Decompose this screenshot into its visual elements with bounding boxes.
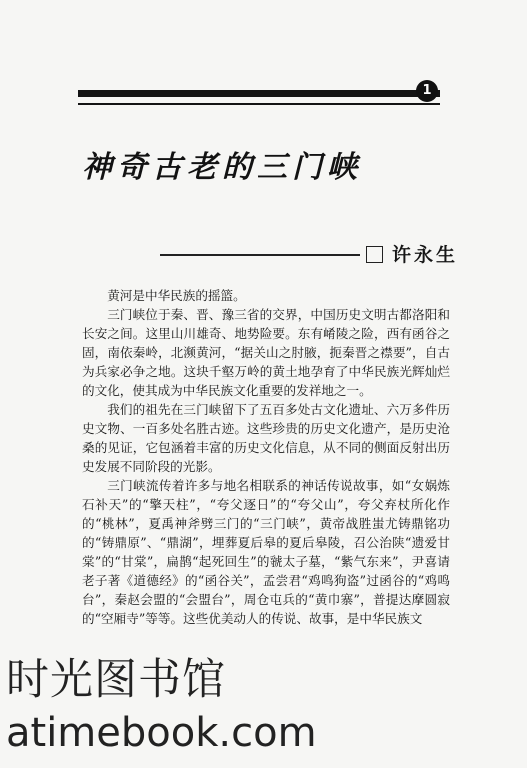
article-body — [82, 286, 450, 628]
paragraph: 我们的祖先在三门峡留下了五百多处古文化遗址、六万多件历史文物、一百多处名胜古迹。这些珍贵的历史文化遗产，是历史沧桑的见证，它包涵着丰富的历史文化信息，从不同的侧面反射出历史发展不同阶段的光影。 — [82, 402, 450, 474]
paragraph: 三门峡流传着许多与地名相联系的神话传说故事，如“女娲炼石补天”的“擎天柱”，“夸父逐日”的“夸父山”，夸父弃杖所化作的“桃林”，夏禹神斧劈三门的“三门峡”，黄帝战胜蚩尤铸鼎铭功的“铸鼎原”、“鼎湖”，埋葬夏后皋的夏后皋陵，召公治陕“遗爱甘棠”的“甘棠”，扁鹊“起死回生”的虢太子墓，“紫气东来”，尹喜请老子著《道德经》的“函谷关”，孟尝君“鸡鸣狗盗”过函谷的“鸡鸣台”，秦赵会盟的“会盟台”，周仓屯兵的“黄巾寨”，普提达摩圆寂的“空厢寺”等等。这些优美动人的传说、故事，是中华民族文 — [82, 478, 450, 626]
watermark-chinese: 时光图书馆 — [6, 655, 226, 705]
paragraph: 黄河是中华民族的摇篮。 — [107, 288, 246, 303]
page-number: 1 — [416, 80, 438, 102]
author-square-icon — [366, 246, 383, 263]
header-rule-thick — [78, 90, 440, 97]
header-rule-thin — [78, 103, 440, 105]
author-divider — [160, 254, 360, 256]
author-name: 许永生 — [392, 244, 459, 266]
article-title: 神奇古老的三门峡 — [82, 150, 362, 185]
paragraph: 三门峡位于秦、晋、豫三省的交界，中国历史文明古都洛阳和长安之间。这里山川雄奇、地势险要。东有崤陵之险，西有函谷之固，南依秦岭，北濒黄河，“据关山之肘腋，扼秦晋之襟要”，自古为兵家必争之地。这块千壑万岭的黄土地孕育了中华民族光辉灿烂的文化，使其成为中华民族文化重要的发祥地之一。 — [82, 307, 450, 398]
watermark-url: atimebook.com — [6, 710, 317, 756]
